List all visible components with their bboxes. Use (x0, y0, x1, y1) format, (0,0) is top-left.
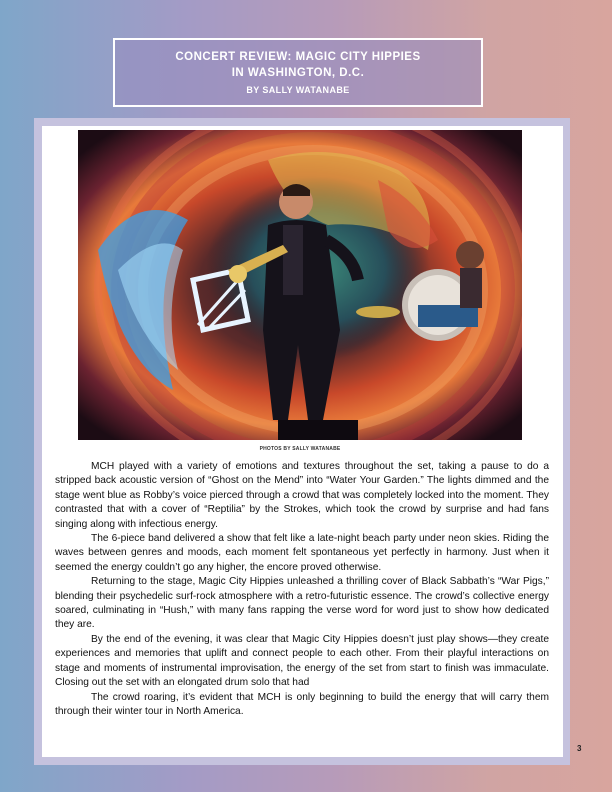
article-paragraph: Returning to the stage, Magic City Hippies unleashed a thrilling cover of Black Sabbath’s “War Pigs,” blending their psychedelic surf-rock atmosphere with a retro-futuristic essence. The crowd’s collective energy soared, culminating in “Hush,” with many fans rapping the verse word for word just to show how dedicated they are. (55, 576, 549, 631)
article-paragraph: By the end of the evening, it was clear that Magic City Hippies doesn’t just play shows—they create experiences and memories that uplift and connect people to each other. From their playful interactions on stage and moments of instrumental improvisation, the energy of the set from start to finish was immaculate. Closing out the set with an elongated drum solo that had (55, 633, 549, 689)
article-paragraph: The 6-piece band delivered a show that felt like a late-night beach party under neon skies. Riding the waves between genres and moods, each moment felt spontaneous yet perfectly in harmony. Just when it seemed the energy couldn’t go any higher, the encore proved otherwise. (55, 533, 549, 573)
concert-photo-illustration (78, 130, 522, 440)
page-number: 3 (577, 744, 582, 753)
article-paragraph: The crowd roaring, it’s evident that MCH is only beginning to build the energy that will carry them through their winter tour in North America. (55, 691, 549, 717)
byline: BY SALLY WATANABE (246, 84, 350, 95)
title-box (113, 38, 483, 107)
article-paragraph: MCH played with a variety of emotions and textures throughout the set, taking a pause to do a stripped back acoustic version of “Ghost on the Mend” into “Water Your Garden.” The lights dimmed and the stage went blue as Robby’s voice pierced through a crowd that was completely locked into the moment. They contrasted that with a cover of “Reptilia” by the Strokes, which took the crowd by surprise and had fans singing along with infectious energy. (55, 461, 549, 530)
title-line-2: IN WASHINGTON, D.C. (231, 66, 365, 79)
concert-photo (78, 130, 522, 440)
article-body (55, 460, 549, 719)
title-line-1: CONCERT REVIEW: MAGIC CITY HIPPIES (175, 50, 421, 63)
photo-credit: PHOTOS BY SALLY WATANABE (259, 446, 341, 452)
